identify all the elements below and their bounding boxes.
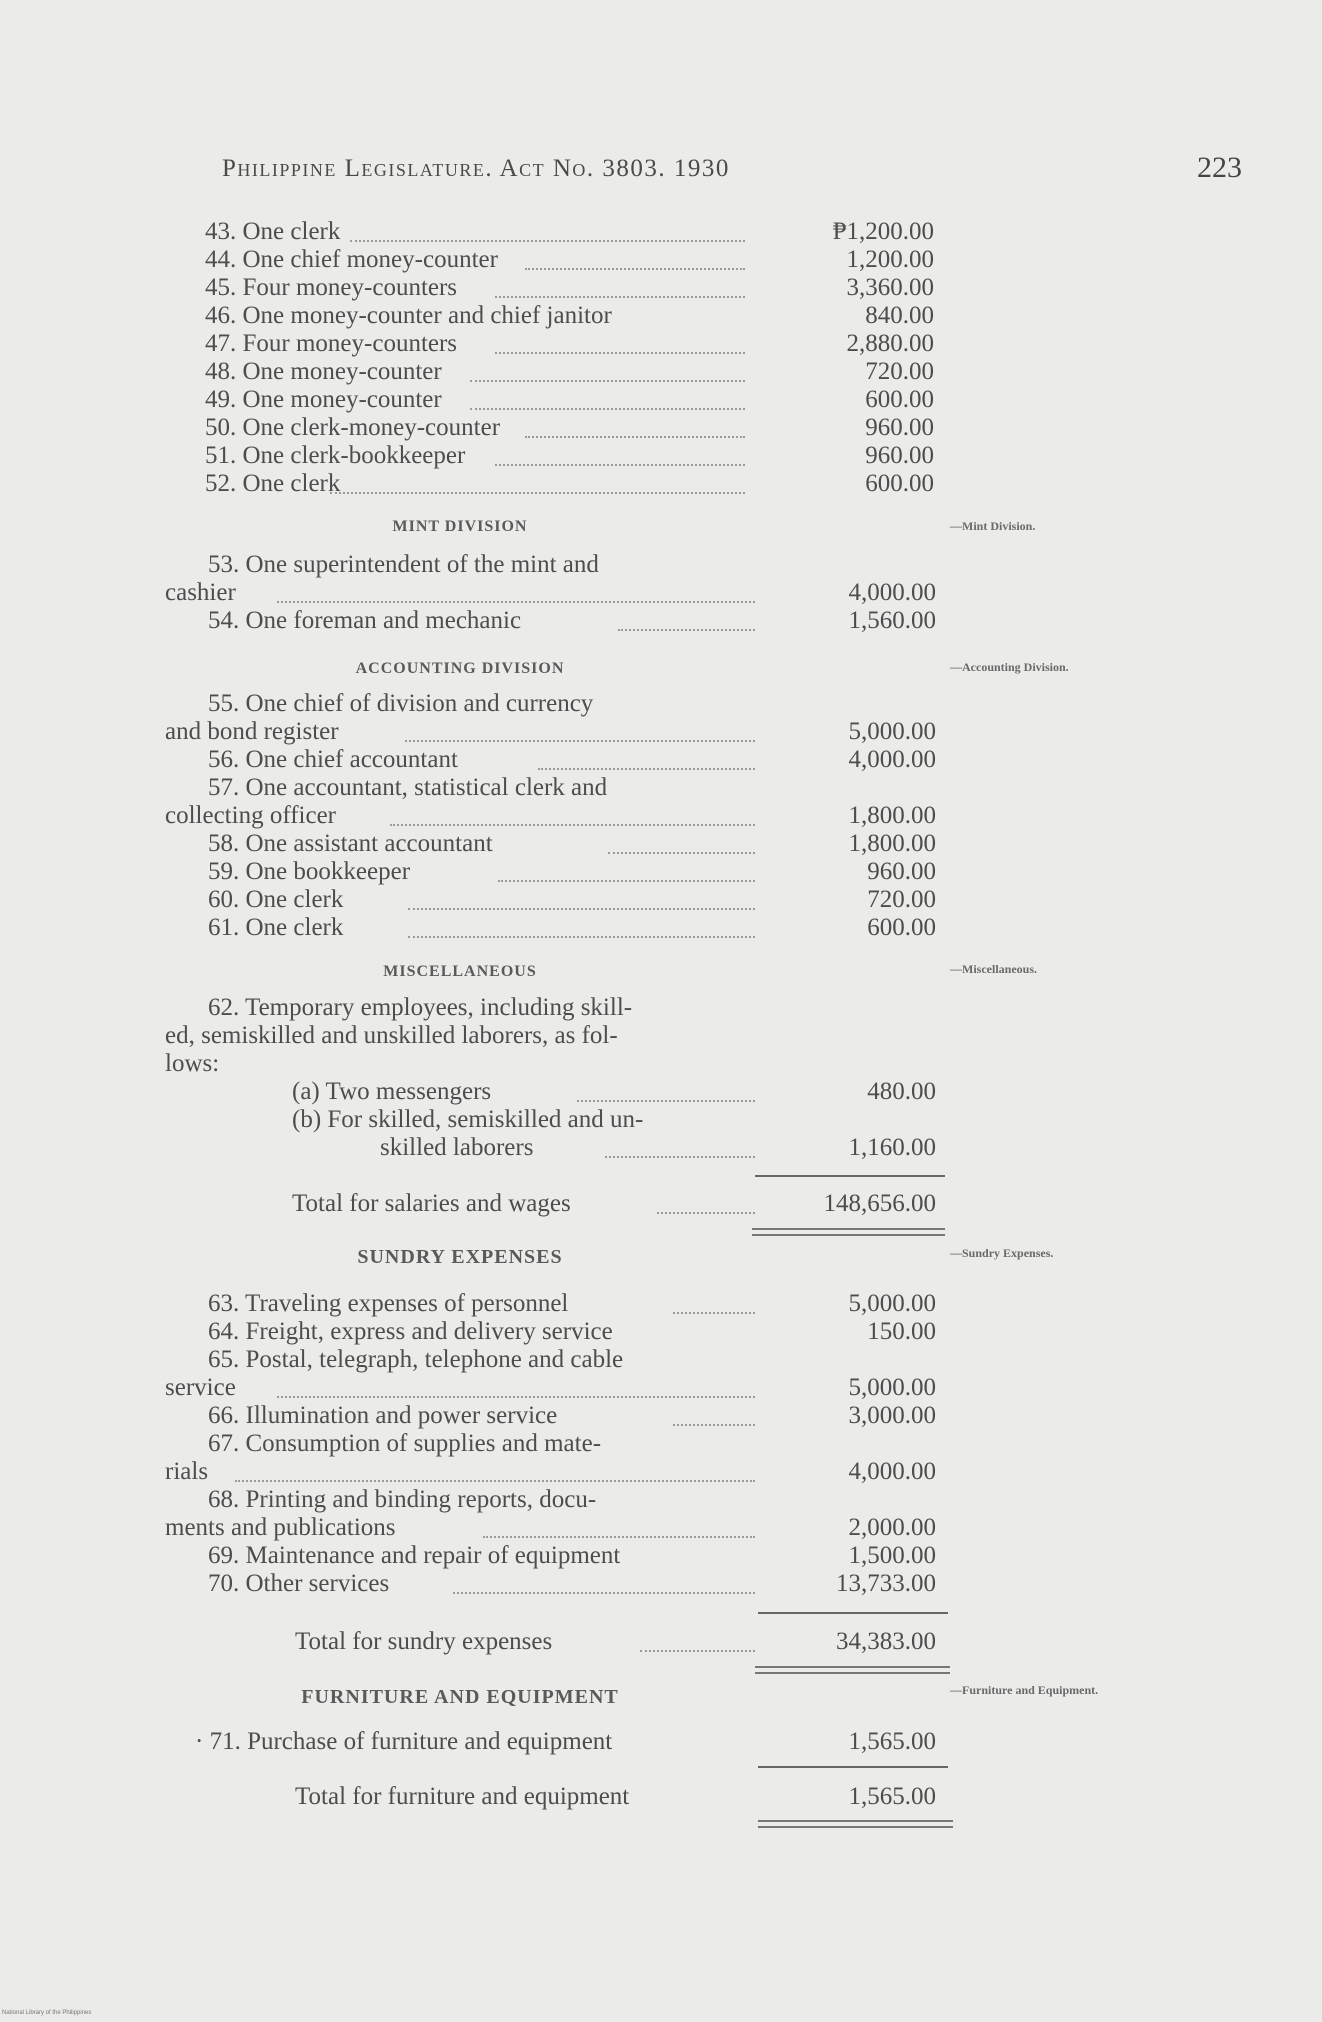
total-double-rule-1a [752, 1228, 945, 1230]
item-56-amount: 4,000.00 [848, 746, 936, 773]
subtotal-rule [755, 1175, 945, 1177]
item-62a-amount: 480.00 [867, 1078, 936, 1105]
total-double-rule-2a [755, 1666, 950, 1668]
item-69-line: 69. Maintenance and repair of equipment [208, 1542, 621, 1569]
salary-item-amount: 840.00 [865, 302, 934, 329]
item-62b-line-2: skilled laborers [380, 1134, 755, 1162]
item-65-line-1: 65. Postal, telegraph, telephone and cable [208, 1346, 624, 1373]
item-53-line-2: cashier [165, 579, 755, 607]
item-56-line: 56. One chief accountant [208, 746, 755, 774]
item-55-line-1: 55. One chief of division and currency [208, 690, 594, 717]
item-67-line-2: rials [165, 1458, 755, 1486]
item-59-amount: 960.00 [867, 858, 936, 885]
total-double-rule-3b [758, 1826, 953, 1828]
item-62b-amount: 1,160.00 [848, 1134, 936, 1161]
item-62-line-2: ed, semiskilled and unskilled laborers, as fol- [165, 1022, 618, 1049]
item-54-line: 54. One foreman and mechanic [208, 607, 755, 635]
total-double-rule-3a [758, 1820, 953, 1822]
salary-item-line: 49. One money-counter [205, 386, 745, 414]
page-number: 223 [1197, 151, 1242, 184]
item-53-line-1: 53. One superintendent of the mint and [208, 551, 599, 578]
salary-item-line: 51. One clerk-bookkeeper [205, 442, 745, 470]
item-57-line-2: collecting officer [165, 802, 755, 830]
item-53-amount: 4,000.00 [848, 579, 936, 606]
salary-item-amount: 3,360.00 [846, 274, 934, 301]
salary-item-line: 48. One money-counter [205, 358, 745, 386]
item-71-line: · 71. Purchase of furniture and equipment [195, 1728, 613, 1755]
item-70-amount: 13,733.00 [836, 1570, 936, 1597]
total-double-rule-2b [755, 1672, 950, 1674]
salary-item-line: 44. One chief money-counter [205, 246, 745, 274]
item-65-line-2: service [165, 1374, 755, 1402]
margin-note-miscellaneous: —Miscellaneous. [950, 962, 1037, 976]
running-head: Philippine Legislature. Act No. 3803. 1930 [222, 155, 730, 182]
salary-item-line: 50. One clerk-money-counter [205, 414, 745, 442]
salary-item-line: 43. One clerk [205, 218, 745, 246]
margin-note-furniture: —Furniture and Equipment. [950, 1683, 1099, 1697]
item-66-amount: 3,000.00 [848, 1402, 936, 1429]
item-57-amount: 1,800.00 [848, 802, 936, 829]
item-55-line-2: and bond register [165, 718, 755, 746]
salary-item-amount: 2,880.00 [846, 330, 934, 357]
salary-item-amount: 720.00 [865, 358, 934, 385]
salary-item-amount: 600.00 [865, 386, 934, 413]
item-62-line-1: 62. Temporary employees, including skill- [208, 994, 633, 1021]
item-65-amount: 5,000.00 [848, 1374, 936, 1401]
total-sundry-amount: 34,383.00 [836, 1628, 936, 1655]
item-61-amount: 600.00 [867, 914, 936, 941]
item-68-line-2: ments and publications [165, 1514, 755, 1542]
item-66-line: 66. Illumination and power service [208, 1402, 755, 1430]
total-salaries-line: Total for salaries and wages [292, 1190, 755, 1218]
item-61-line: 61. One clerk [208, 914, 755, 942]
total-furniture-amount: 1,565.00 [848, 1783, 936, 1810]
item-59-line: 59. One bookkeeper [208, 858, 755, 886]
item-58-amount: 1,800.00 [848, 830, 936, 857]
library-credit: National Library of the Philippines [2, 2010, 92, 2016]
item-62a-line: (a) Two messengers [292, 1078, 755, 1106]
salary-item-line: 52. One clerk [205, 470, 745, 498]
salary-item-line: 47. Four money-counters [205, 330, 745, 358]
salary-item-amount: 1,200.00 [846, 246, 934, 273]
salary-item-amount: 960.00 [865, 414, 934, 441]
item-55-amount: 5,000.00 [848, 718, 936, 745]
item-64-line: 64. Freight, express and delivery service [208, 1318, 613, 1345]
margin-note-sundry: —Sundry Expenses. [950, 1246, 1054, 1260]
item-60-amount: 720.00 [867, 886, 936, 913]
total-furniture-line: Total for furniture and equipment [295, 1783, 630, 1810]
salary-item-amount: 600.00 [865, 470, 934, 497]
margin-note-accounting: —Accounting Division. [950, 660, 1069, 674]
salary-item-line: 45. Four money-counters [205, 274, 745, 302]
item-67-amount: 4,000.00 [848, 1458, 936, 1485]
item-63-amount: 5,000.00 [848, 1290, 936, 1317]
section-heading-mint: MINT DIVISION [392, 518, 528, 535]
section-heading-miscellaneous: MISCELLANEOUS [383, 963, 537, 980]
furniture-subtotal-rule [758, 1766, 948, 1768]
salary-item-amount: ₱1,200.00 [832, 218, 934, 245]
total-sundry-line: Total for sundry expenses [295, 1628, 755, 1656]
item-62-line-3: lows: [165, 1050, 220, 1077]
item-68-line-1: 68. Printing and binding reports, docu- [208, 1486, 597, 1513]
item-60-line: 60. One clerk [208, 886, 755, 914]
section-heading-accounting: ACCOUNTING DIVISION [355, 660, 565, 677]
page-header [222, 151, 1242, 195]
item-64-amount: 150.00 [867, 1318, 936, 1345]
section-heading-sundry: SUNDRY EXPENSES [357, 1246, 563, 1268]
item-71-amount: 1,565.00 [848, 1728, 936, 1755]
item-58-line: 58. One assistant accountant [208, 830, 755, 858]
item-63-line: 63. Traveling expenses of personnel [208, 1290, 755, 1318]
item-57-line-1: 57. One accountant, statistical clerk and [208, 774, 608, 801]
item-68-amount: 2,000.00 [848, 1514, 936, 1541]
item-70-line: 70. Other services [208, 1570, 755, 1598]
section-heading-furniture: FURNITURE AND EQUIPMENT [301, 1686, 619, 1708]
item-54-amount: 1,560.00 [848, 607, 936, 634]
salary-item-amount: 960.00 [865, 442, 934, 469]
total-salaries-amount: 148,656.00 [823, 1190, 936, 1217]
item-62b-line-1: (b) For skilled, semiskilled and un- [292, 1106, 644, 1133]
item-67-line-1: 67. Consumption of supplies and mate- [208, 1430, 602, 1457]
margin-note-mint: —Mint Division. [950, 519, 1036, 533]
salary-item-line: 46. One money-counter and chief janitor [205, 302, 612, 329]
total-double-rule-1b [752, 1234, 945, 1236]
item-69-amount: 1,500.00 [848, 1542, 936, 1569]
sundry-subtotal-rule [758, 1612, 948, 1614]
